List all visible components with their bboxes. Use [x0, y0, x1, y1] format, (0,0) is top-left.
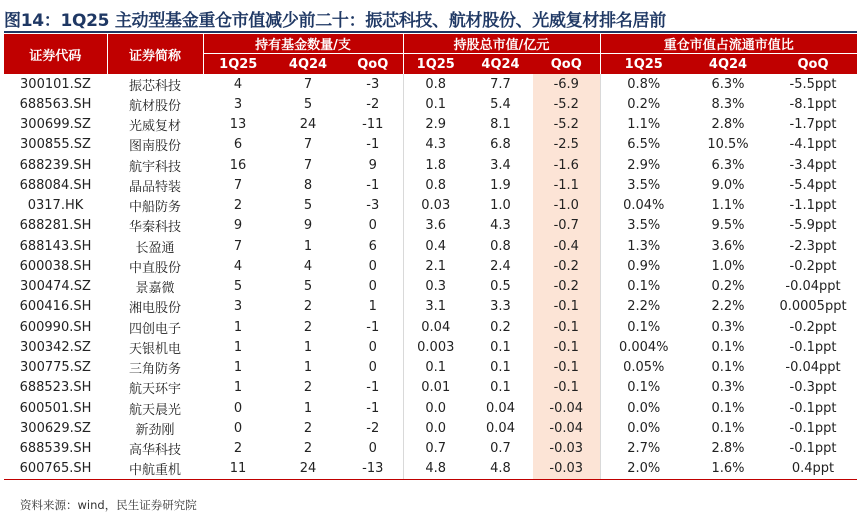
cell-code: 300775.SZ — [20, 360, 91, 376]
cell-value-4q24: 0.1 — [490, 339, 511, 355]
cell-code: 300342.SZ — [20, 339, 91, 355]
cell-value-qoq: -0.1 — [533, 378, 600, 398]
cell-value-4q24: 0.04 — [486, 420, 515, 436]
cell-value-qoq: -0.1 — [533, 358, 600, 378]
cell-value-4q24: 4.8 — [468, 459, 533, 480]
cell-value-4q24: 0.8 — [490, 238, 511, 254]
cell-ratio-qoq: 0.4ppt — [769, 459, 857, 480]
cell-name: 中船防务 — [128, 200, 181, 216]
cell-value-qoq: -0.1 — [533, 317, 600, 337]
cell-fund-count-qoq: -13 — [343, 459, 403, 480]
cell-name: 振芯科技 — [128, 78, 181, 94]
table-row — [4, 277, 857, 297]
cell-ratio-qoq: -1.7ppt — [789, 117, 837, 133]
header-code: 证券代码 — [4, 34, 107, 74]
cell-fund-count-4q24: 1 — [303, 360, 313, 376]
cell-fund-count-1q25: 4 — [233, 258, 243, 274]
cell-fund-count-qoq: 9 — [368, 157, 377, 173]
cell-code: 600990.SH — [19, 319, 92, 335]
cell-fund-count-4q24: 9 — [303, 218, 313, 234]
cell-value-qoq: -0.2 — [533, 277, 600, 297]
table-row — [4, 378, 857, 398]
cell-name: 航材股份 — [128, 98, 181, 114]
cell-value-qoq: -0.4 — [533, 236, 600, 256]
cell-code: 688143.SH — [19, 238, 92, 254]
cell-name: 天银机电 — [128, 341, 181, 357]
cell-ratio-4q24: 6.3% — [711, 157, 745, 173]
cell-code: 0317.HK — [27, 198, 84, 214]
header-fund-count: 持有基金数量/支 — [203, 34, 403, 54]
cell-ratio-1q25: 0.05% — [600, 358, 687, 378]
cell-fund-count-4q24: 5 — [303, 198, 313, 214]
cell-fund-count-qoq: 0 — [368, 218, 377, 234]
cell-fund-count-1q25: 0 — [233, 420, 243, 436]
cell-value-4q24: 3.4 — [490, 157, 511, 173]
cell-ratio-qoq: -0.1ppt — [789, 420, 837, 436]
cell-ratio-qoq: -5.5ppt — [789, 76, 837, 92]
title-rule — [4, 31, 857, 33]
cell-fund-count-4q24: 1 — [303, 339, 313, 355]
cell-fund-count-qoq: 0 — [368, 441, 377, 457]
cell-value-4q24: 5.4 — [490, 96, 511, 112]
source-note: 资料来源：wind，民生证券研究院 — [20, 498, 197, 512]
cell-ratio-4q24: 0.2% — [711, 279, 745, 295]
cell-value-1q25: 0.4 — [403, 236, 468, 256]
cell-ratio-1q25: 6.5% — [600, 135, 687, 155]
table-body — [4, 74, 857, 480]
cell-ratio-qoq: -0.2ppt — [789, 319, 837, 335]
cell-ratio-qoq: -3.4ppt — [789, 157, 837, 173]
cell-value-1q25: 0.04 — [403, 317, 468, 337]
cell-value-1q25: 0.1 — [403, 358, 468, 378]
table-row — [4, 115, 857, 135]
cell-value-1q25: 3.1 — [403, 297, 468, 317]
cell-code: 688539.SH — [19, 441, 92, 457]
cell-ratio-qoq: -5.9ppt — [789, 218, 837, 234]
cell-value-1q25: 0.003 — [403, 337, 468, 357]
cell-value-1q25: 0.03 — [403, 196, 468, 216]
cell-fund-count-qoq: -1 — [366, 137, 380, 153]
cell-value-qoq: -5.2 — [533, 94, 600, 114]
cell-ratio-qoq: -1.1ppt — [789, 198, 837, 214]
cell-ratio-4q24: 0.1% — [711, 339, 745, 355]
cell-name: 晶品特装 — [128, 179, 181, 195]
cell-code: 600501.SH — [19, 400, 92, 416]
cell-name: 新劲刚 — [135, 422, 175, 438]
cell-ratio-4q24: 9.5% — [711, 218, 745, 234]
cell-fund-count-qoq: 6 — [368, 238, 377, 254]
cell-name: 航宇科技 — [128, 159, 181, 175]
cell-fund-count-4q24: 7 — [303, 157, 313, 173]
cell-value-qoq: -0.04 — [533, 418, 600, 438]
cell-value-qoq: -0.03 — [533, 439, 600, 459]
cell-code: 300629.SZ — [20, 420, 91, 436]
subheader-4q24: 4Q24 — [687, 54, 769, 75]
cell-value-1q25: 0.1 — [403, 94, 468, 114]
cell-fund-count-qoq: -1 — [366, 177, 380, 193]
cell-ratio-4q24: 10.5% — [707, 137, 749, 153]
cell-fund-count-1q25: 7 — [233, 238, 243, 254]
table-row — [4, 398, 857, 418]
cell-ratio-qoq: -8.1ppt — [789, 96, 837, 112]
cell-name: 湘电股份 — [128, 301, 181, 317]
cell-code: 300101.SZ — [20, 76, 91, 92]
cell-ratio-1q25: 0.1% — [600, 277, 687, 297]
cell-ratio-4q24: 0.1% — [711, 360, 745, 376]
cell-fund-count-qoq: -1 — [366, 380, 380, 396]
cell-value-4q24: 1.0 — [490, 198, 511, 214]
table-row — [4, 297, 857, 317]
cell-fund-count-4q24: 8 — [303, 177, 313, 193]
cell-fund-count-1q25: 11 — [203, 459, 273, 480]
cell-ratio-1q25: 0.2% — [600, 94, 687, 114]
header-market-value: 持股总市值/亿元 — [403, 34, 600, 54]
subheader-qoq: QoQ — [533, 54, 600, 75]
cell-code: 300855.SZ — [20, 137, 91, 153]
cell-ratio-4q24: 9.0% — [711, 177, 745, 193]
cell-value-1q25: 0.01 — [403, 378, 468, 398]
cell-value-qoq: -0.04 — [533, 398, 600, 418]
cell-fund-count-1q25: 7 — [233, 177, 243, 193]
table-row — [4, 358, 857, 378]
cell-ratio-4q24: 1.0% — [711, 258, 745, 274]
cell-fund-count-4q24: 2 — [303, 441, 313, 457]
cell-fund-count-4q24: 1 — [303, 400, 313, 416]
cell-value-1q25: 0.0 — [403, 418, 468, 438]
cell-fund-count-qoq: -1 — [366, 400, 380, 416]
cell-fund-count-4q24: 24 — [299, 117, 317, 133]
cell-value-qoq: -1.6 — [533, 155, 600, 175]
table-row — [4, 418, 857, 438]
cell-value-qoq: -0.1 — [533, 337, 600, 357]
cell-name: 光威复材 — [128, 119, 181, 135]
table-row — [4, 236, 857, 256]
cell-code: 688523.SH — [19, 380, 92, 396]
cell-value-qoq: -0.1 — [533, 297, 600, 317]
cell-code: 688239.SH — [19, 157, 92, 173]
cell-value-4q24: 4.3 — [490, 218, 511, 234]
cell-name: 长盈通 — [135, 240, 175, 256]
cell-code: 300474.SZ — [20, 279, 91, 295]
cell-ratio-4q24: 2.8% — [711, 117, 745, 133]
cell-ratio-1q25: 2.2% — [600, 297, 687, 317]
cell-fund-count-qoq: -2 — [366, 420, 380, 436]
cell-ratio-4q24: 0.1% — [711, 420, 745, 436]
cell-fund-count-1q25: 4 — [233, 76, 243, 92]
cell-value-qoq: -1.0 — [533, 196, 600, 216]
cell-ratio-qoq: -4.1ppt — [789, 137, 837, 153]
cell-fund-count-1q25: 2 — [233, 441, 243, 457]
cell-fund-count-4q24: 24 — [273, 459, 343, 480]
cell-value-1q25: 3.6 — [403, 216, 468, 236]
cell-ratio-1q25: 2.0% — [600, 459, 687, 480]
cell-fund-count-1q25: 1 — [233, 360, 243, 376]
subheader-1q25: 1Q25 — [403, 54, 468, 75]
cell-value-qoq: -2.5 — [533, 135, 600, 155]
cell-fund-count-1q25: 1 — [233, 339, 243, 355]
cell-value-qoq: -0.03 — [533, 459, 600, 480]
cell-ratio-4q24: 0.3% — [711, 380, 745, 396]
cell-ratio-4q24: 0.1% — [711, 400, 745, 416]
subheader-1q25: 1Q25 — [600, 54, 687, 75]
table-row — [4, 459, 857, 480]
cell-value-4q24: 0.7 — [490, 441, 511, 457]
cell-ratio-1q25: 0.04% — [600, 196, 687, 216]
cell-value-1q25: 0.7 — [403, 439, 468, 459]
cell-value-1q25: 0.8 — [403, 175, 468, 195]
cell-fund-count-1q25: 0 — [233, 400, 243, 416]
cell-fund-count-1q25: 1 — [233, 380, 243, 396]
cell-code: 688563.SH — [19, 96, 92, 112]
cell-ratio-qoq: -5.4ppt — [789, 177, 837, 193]
cell-ratio-1q25: 0.0% — [600, 418, 687, 438]
cell-value-1q25: 1.8 — [403, 155, 468, 175]
cell-value-4q24: 0.1 — [490, 380, 511, 396]
header-name: 证券简称 — [107, 34, 203, 74]
table-row — [4, 216, 857, 236]
cell-value-4q24: 0.5 — [490, 279, 511, 295]
cell-ratio-1q25: 0.0% — [600, 398, 687, 418]
table-header — [4, 34, 857, 74]
cell-value-qoq: -0.7 — [533, 216, 600, 236]
cell-ratio-qoq: -0.1ppt — [789, 441, 837, 457]
cell-ratio-1q25: 2.7% — [600, 439, 687, 459]
table-row — [4, 74, 857, 94]
cell-ratio-4q24: 6.3% — [711, 76, 745, 92]
cell-fund-count-1q25: 3 — [233, 299, 243, 315]
cell-ratio-1q25: 0.9% — [600, 256, 687, 276]
cell-value-4q24: 6.8 — [490, 137, 511, 153]
cell-value-4q24: 0.04 — [486, 400, 515, 416]
cell-name: 高华科技 — [128, 443, 181, 459]
table-row — [4, 135, 857, 155]
cell-ratio-qoq: -2.3ppt — [789, 238, 837, 254]
table-row — [4, 155, 857, 175]
figure-title: 图14：1Q25 主动型基金重仓市值减少前二十：振芯科技、航材股份、光威复材排名居前 — [4, 11, 666, 31]
table-row — [4, 337, 857, 357]
cell-value-4q24: 1.9 — [490, 177, 511, 193]
cell-ratio-qoq: -0.1ppt — [789, 339, 837, 355]
cell-code: 600416.SH — [19, 299, 92, 315]
cell-value-4q24: 8.1 — [490, 117, 511, 133]
cell-name: 中航重机 — [107, 459, 203, 480]
cell-value-qoq: -6.9 — [533, 74, 600, 94]
cell-fund-count-4q24: 5 — [303, 279, 313, 295]
cell-ratio-1q25: 1.3% — [600, 236, 687, 256]
cell-fund-count-1q25: 16 — [229, 157, 247, 173]
cell-ratio-qoq: -0.04ppt — [785, 360, 841, 376]
cell-value-qoq: -1.1 — [533, 175, 600, 195]
subheader-4q24: 4Q24 — [468, 54, 533, 75]
cell-ratio-qoq: -0.2ppt — [789, 258, 837, 274]
cell-fund-count-qoq: -11 — [362, 117, 384, 133]
table-row — [4, 196, 857, 216]
cell-name: 航天晨光 — [128, 402, 181, 418]
cell-value-1q25: 2.9 — [403, 115, 468, 135]
cell-fund-count-1q25: 9 — [233, 218, 243, 234]
cell-fund-count-4q24: 4 — [303, 258, 313, 274]
cell-ratio-1q25: 1.1% — [600, 115, 687, 135]
cell-name: 中直股份 — [128, 260, 181, 276]
cell-value-1q25: 0.3 — [403, 277, 468, 297]
cell-ratio-1q25: 2.9% — [600, 155, 687, 175]
cell-value-1q25: 0.0 — [403, 398, 468, 418]
cell-ratio-4q24: 1.1% — [711, 198, 745, 214]
cell-fund-count-qoq: 1 — [368, 299, 377, 315]
table-row — [4, 317, 857, 337]
subheader-4q24: 4Q24 — [273, 54, 343, 75]
cell-ratio-1q25: 0.004% — [600, 337, 687, 357]
cell-ratio-1q25: 0.8% — [600, 74, 687, 94]
cell-fund-count-4q24: 1 — [303, 238, 313, 254]
cell-code: 600765.SH — [4, 459, 107, 480]
cell-fund-count-4q24: 7 — [303, 137, 313, 153]
cell-name: 图南股份 — [128, 139, 181, 155]
cell-fund-count-4q24: 2 — [303, 420, 313, 436]
cell-fund-count-qoq: 0 — [368, 360, 377, 376]
cell-code: 688084.SH — [19, 177, 92, 193]
cell-fund-count-qoq: 0 — [368, 279, 377, 295]
subheader-qoq: QoQ — [769, 54, 857, 75]
cell-ratio-4q24: 0.3% — [711, 319, 745, 335]
cell-ratio-qoq: -0.04ppt — [785, 279, 841, 295]
cell-ratio-qoq: -0.1ppt — [789, 400, 837, 416]
cell-fund-count-4q24: 2 — [303, 299, 313, 315]
cell-fund-count-qoq: -2 — [366, 96, 380, 112]
cell-value-4q24: 0.2 — [490, 319, 511, 335]
cell-ratio-1q25: 0.1% — [600, 317, 687, 337]
cell-fund-count-4q24: 5 — [303, 96, 313, 112]
cell-fund-count-qoq: 0 — [368, 258, 377, 274]
cell-name: 四创电子 — [128, 321, 181, 337]
cell-ratio-4q24: 8.3% — [711, 96, 745, 112]
cell-code: 688281.SH — [19, 218, 92, 234]
header-float-ratio: 重仓市值占流通市值比 — [600, 34, 857, 54]
cell-value-4q24: 2.4 — [490, 258, 511, 274]
cell-ratio-4q24: 3.6% — [711, 238, 745, 254]
cell-ratio-1q25: 3.5% — [600, 216, 687, 236]
cell-fund-count-1q25: 3 — [233, 96, 243, 112]
cell-value-1q25: 4.8 — [403, 459, 468, 480]
cell-fund-count-4q24: 2 — [303, 380, 313, 396]
cell-ratio-4q24: 1.6% — [687, 459, 769, 480]
cell-fund-count-1q25: 13 — [229, 117, 247, 133]
cell-code: 600038.SH — [19, 258, 92, 274]
subheader-1q25: 1Q25 — [203, 54, 273, 75]
cell-value-1q25: 4.3 — [403, 135, 468, 155]
cell-name: 航天环宇 — [128, 382, 181, 398]
cell-code: 300699.SZ — [20, 117, 91, 133]
cell-fund-count-4q24: 7 — [303, 76, 313, 92]
cell-name: 三角防务 — [128, 362, 181, 378]
cell-fund-count-qoq: 0 — [368, 339, 377, 355]
cell-ratio-1q25: 0.1% — [600, 378, 687, 398]
cell-value-4q24: 7.7 — [490, 76, 511, 92]
cell-fund-count-1q25: 5 — [233, 279, 243, 295]
cell-fund-count-qoq: -1 — [366, 319, 380, 335]
cell-fund-count-1q25: 2 — [233, 198, 243, 214]
holdings-table — [4, 34, 857, 480]
cell-value-4q24: 0.1 — [490, 360, 511, 376]
subheader-qoq: QoQ — [343, 54, 403, 75]
cell-value-qoq: -5.2 — [533, 115, 600, 135]
cell-ratio-qoq: 0.0005ppt — [779, 299, 847, 315]
cell-value-qoq: -0.2 — [533, 256, 600, 276]
cell-fund-count-qoq: -3 — [366, 198, 380, 214]
cell-name: 景嘉微 — [135, 281, 175, 297]
table-row — [4, 256, 857, 276]
cell-fund-count-1q25: 6 — [233, 137, 243, 153]
table-row — [4, 439, 857, 459]
table-row — [4, 175, 857, 195]
cell-value-4q24: 3.3 — [490, 299, 511, 315]
cell-fund-count-1q25: 1 — [233, 319, 243, 335]
cell-ratio-1q25: 3.5% — [600, 175, 687, 195]
cell-fund-count-qoq: -3 — [366, 76, 380, 92]
cell-ratio-4q24: 2.2% — [711, 299, 745, 315]
cell-value-1q25: 0.8 — [403, 74, 468, 94]
cell-name: 华秦科技 — [128, 220, 181, 236]
cell-ratio-qoq: -0.3ppt — [789, 380, 837, 396]
cell-fund-count-4q24: 2 — [303, 319, 313, 335]
cell-value-1q25: 2.1 — [403, 256, 468, 276]
table-row — [4, 94, 857, 114]
cell-ratio-4q24: 2.8% — [711, 441, 745, 457]
